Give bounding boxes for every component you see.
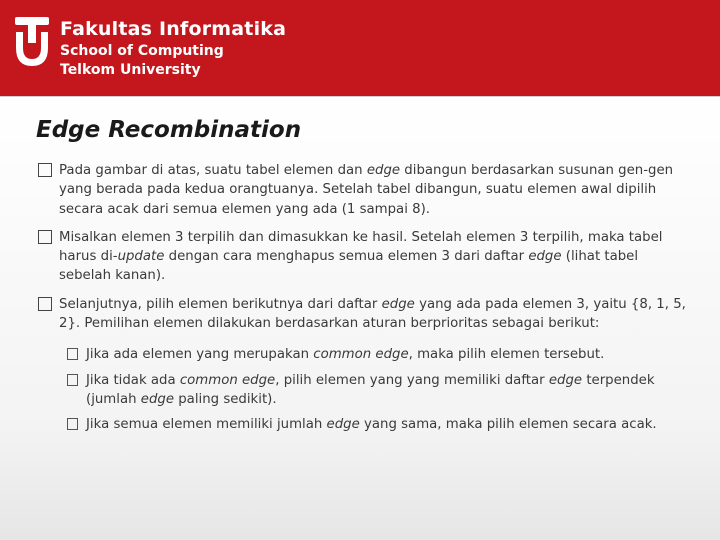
slide-title: Edge Recombination [36,117,302,143]
text-run: Misalkan elemen 3 terpilih dan dimasukkan ke hasil. Setelah elemen 3 terpilih, maka tabel harus di- [59,229,663,265]
italic-term: edge [381,296,415,312]
square-bullet-icon [38,163,52,177]
sub-bullet-item [38,415,688,434]
italic-term: edge [548,372,583,388]
sub-bullet-text [86,347,604,362]
sub-bullet-icon [67,374,78,386]
sub-bullet-item [38,345,688,364]
text-run: Jika ada elemen yang merupakan [86,347,314,363]
sub-bullet-list [38,345,688,434]
italic-term: edge [366,163,401,178]
school-name: School of Computing [60,43,224,59]
italic-term: common edge [179,372,276,388]
sub-bullet-icon [67,418,78,430]
italic-term: update [117,249,165,265]
italic-term: edge [528,249,562,265]
italic-term: common edge [313,347,409,363]
text-run: Pada gambar di atas, suatu tabel elemen dan [59,163,367,178]
text-run: paling sedikit). [174,391,277,407]
text-run: (lihat tabel sebelah kanan). [59,249,639,284]
square-bullet-icon [38,297,52,311]
text-run: , pilih elemen yang yang memiliki daftar [275,372,549,388]
header-banner [0,0,720,96]
university-name: Telkom University [60,62,201,78]
faculty-logo-text [60,16,286,80]
sub-bullet-icon [67,348,78,360]
bullet-item [38,161,688,219]
faculty-name: Fakultas Informatika [60,18,287,40]
bullet-item [38,228,688,286]
bullet-text [59,163,673,217]
sub-bullet-text [86,417,657,432]
slide-content [38,161,688,441]
text-run: Jika tidak ada [86,372,180,388]
italic-term: edge [326,417,360,433]
text-run: yang sama, maka pilih elemen secara acak. [359,417,657,433]
italic-term: edge [140,391,175,407]
sub-bullet-text [86,373,655,407]
divider [0,96,720,97]
sub-bullet-item [38,371,688,410]
text-run: Jika semua elemen memiliki jumlah [86,417,327,433]
bullet-item [38,295,688,334]
text-run: , maka pilih elemen tersebut. [408,347,605,363]
bullet-text [59,297,686,331]
telkom-university-logo-icon [12,14,52,70]
text-run: terpendek (jumlah [86,372,655,407]
text-run: Selanjutnya, pilih elemen berikutnya dari daftar [59,296,382,312]
bullet-text [59,230,662,284]
text-run: yang ada pada elemen 3, yaitu {8, 1, 5, 2}. Pemilihan elemen dilakukan berdasarkan aturan berprioritas sebagai berikut: [59,296,686,332]
text-run: dengan cara menghapus semua elemen 3 dari daftar [164,249,529,265]
square-bullet-icon [38,230,52,244]
text-run: dibangun berdasarkan susunan gen-gen yang berada pada kedua orangtuanya. Setelah tabel dibangun, suatu elemen awal dipilih secara acak dari semua elemen yang ada (1 sampai 8). [59,163,674,217]
